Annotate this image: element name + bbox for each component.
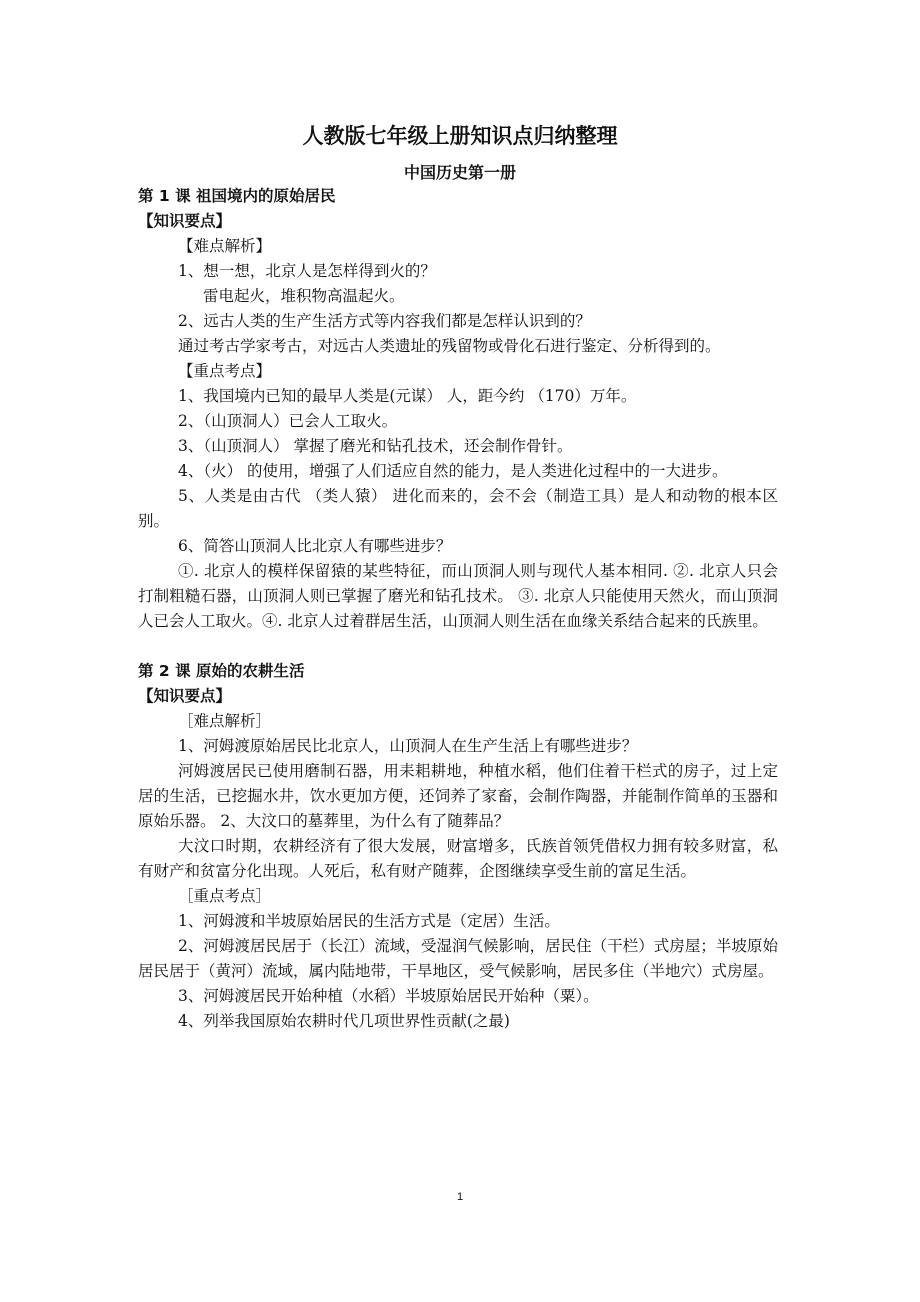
lesson1-key-header: 【重点考点】	[178, 362, 272, 380]
lesson2-key-1: 1、河姆渡和半坡原始居民的生活方式是（定居）生活。	[178, 912, 560, 930]
lesson2-heading: 第 2 课 原始的农耕生活	[138, 662, 305, 680]
lesson1-question-2: 2、远古人类的生产生活方式等内容我们都是怎样认识到的？	[178, 312, 591, 330]
lesson2-key-2: 2、河姆渡居民居于（长江）流域，受湿润气候影响，居民住（干栏）式房屋；半坡原始居民居于（黄河）流域，属内陆地带，干旱地区，受气候影响，居民多住（半地穴）式房屋。	[138, 937, 778, 980]
lesson1-key-6: 6、简答山顶洞人比北京人有哪些进步？	[178, 537, 452, 555]
lesson2-question-1: 1、河姆渡原始居民比北京人，山顶洞人在生产生活上有哪些进步？	[178, 737, 638, 755]
lesson1-key-4: 4、（火） 的使用，增强了人们适应自然的能力，是人类进化过程中的一大进步。	[178, 462, 728, 480]
lesson2-difficulty-header: ［难点解析］	[178, 712, 272, 730]
lesson1-key-3: 3、（山顶洞人） 掌握了磨光和钻孔技术，还会制作骨针。	[178, 437, 573, 455]
lesson2-key-3: 3、河姆渡居民开始种植（水稻）半坡原始居民开始种（粟）。	[178, 987, 599, 1005]
lesson2-answer-2: 大汶口时期，农耕经济有了很大发展，财富增多，氏族首领凭借权力拥有较多财富，私有财产和贫富分化出现。人死后，私有财产随葬，企图继续享受生前的富足生活。	[138, 837, 778, 880]
document-body	[138, 184, 778, 1034]
lesson1-answer-2: 通过考古学家考古，对远古人类遗址的残留物或骨化石进行鉴定、分析得到的。	[178, 337, 721, 355]
lesson1-points-header: 【知识要点】	[138, 212, 232, 230]
lesson2-key-4: 4、列举我国原始农耕时代几项世界性贡献(之最)	[178, 1012, 510, 1030]
lesson2-points-header: 【知识要点】	[138, 687, 232, 705]
lesson1-key-6-answer: ①. 北京人的模样保留猿的某些特征，而山顶洞人则与现代人基本相同. ②. 北京人只会打制粗糙石器，山顶洞人则已掌握了磨光和钻孔技术。 ③. 北京人只能使用天然火，而山顶洞人已会人工取火。④. 北京人过着群居生活，山顶洞人则生活在血缘关系结合起来的氏族里。	[138, 562, 778, 630]
lesson1-heading: 第 1 课 祖国境内的原始居民	[138, 187, 336, 205]
lesson2-answer-1: 河姆渡居民已使用磨制石器，用耒耜耕地，种植水稻，他们住着干栏式的房子，过上定居的生活，已挖掘水井，饮水更加方便，还饲养了家畜，会制作陶器，并能制作简单的玉器和原始乐器。 2、大汶口的墓葬里，为什么有了随葬品？	[138, 762, 778, 830]
page-number: 1	[456, 1191, 464, 1203]
lesson1-key-2: 2、（山顶洞人）已会人工取火。	[178, 412, 398, 430]
document-title: 人教版七年级上册知识点归纳整理	[302, 124, 618, 148]
lesson1-question-1: 1、想一想，北京人是怎样得到火的？	[178, 262, 436, 280]
document-subtitle: 中国历史第一册	[403, 163, 516, 182]
section-gap	[138, 634, 778, 659]
lesson1-key-5: 5、人类是由古代 （类人猿） 进化而来的，会不会（制造工具）是人和动物的根本区别。	[138, 487, 778, 530]
lesson1-key-1: 1、我国境内已知的最早人类是(元谋） 人，距今约 （170）万年。	[178, 387, 637, 405]
lesson1-answer-1: 雷电起火，堆积物高温起火。	[203, 287, 405, 305]
lesson2-key-header: ［重点考点］	[178, 887, 272, 905]
lesson1-difficulty-header: 【难点解析】	[178, 237, 272, 255]
